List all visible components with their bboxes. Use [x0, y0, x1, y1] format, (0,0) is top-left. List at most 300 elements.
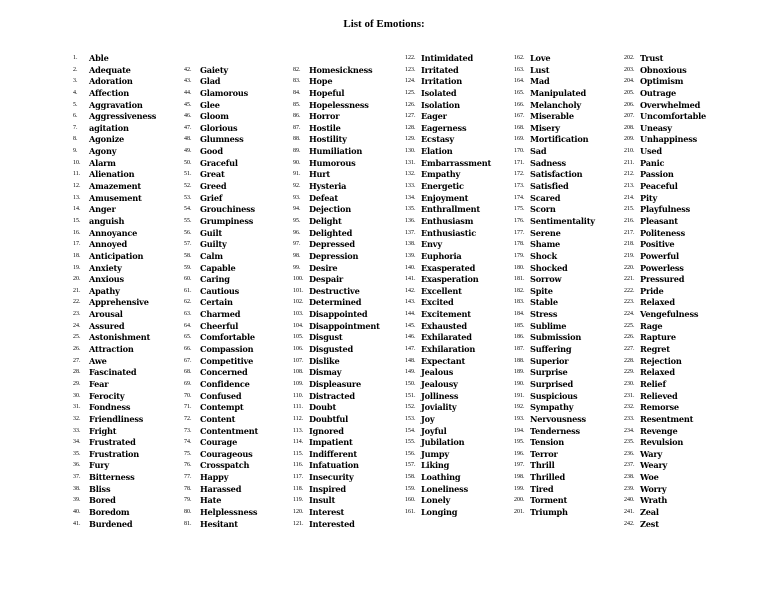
list-item [624, 472, 706, 484]
item-number: 83. [293, 78, 301, 85]
emotion-word: Assured [89, 320, 125, 331]
list-item [184, 286, 258, 298]
list-item [293, 495, 380, 507]
list-item [184, 495, 258, 507]
emotion-word: Exhilarated [421, 332, 472, 343]
item-number: 191. [514, 392, 525, 399]
emotion-word: Sadness [530, 157, 566, 168]
item-number: 223. [624, 299, 635, 306]
list-item [73, 158, 156, 170]
emotion-word: Confidence [200, 378, 250, 389]
list-item [405, 484, 491, 496]
emotion-word: Rapture [640, 332, 676, 343]
list-item [514, 391, 595, 403]
item-number: 90. [293, 159, 301, 166]
item-number: 207. [624, 113, 635, 120]
item-number: 201. [514, 508, 525, 515]
emotion-word: Doubt [309, 402, 337, 413]
emotion-word: Confused [200, 390, 242, 401]
item-number: 54. [184, 206, 192, 213]
list-item [624, 251, 706, 263]
item-number: 138. [405, 241, 416, 248]
emotion-word: Dislike [309, 355, 340, 366]
item-number: 68. [184, 369, 192, 376]
emotion-word: Lust [530, 64, 550, 75]
item-number: 5. [73, 101, 78, 108]
emotion-word: Overwhelmed [640, 99, 701, 110]
emotion-word: Jubilation [421, 437, 465, 448]
emotion-word: Pity [640, 192, 658, 203]
item-number: 193. [514, 415, 525, 422]
emotion-word: Envy [421, 239, 442, 250]
emotion-word: Isolated [421, 87, 457, 98]
list-item [293, 76, 380, 88]
item-number: 167. [514, 113, 525, 120]
item-number: 209. [624, 136, 635, 143]
item-number: 116. [293, 462, 304, 469]
item-number: 59. [184, 264, 192, 271]
item-number: 35. [73, 450, 81, 457]
emotion-word: Jealous [421, 367, 454, 378]
item-number: 27. [73, 357, 81, 364]
emotion-word: Grouchiness [200, 204, 255, 215]
list-item [73, 65, 156, 77]
list-item [624, 146, 706, 158]
item-number: 76. [184, 462, 192, 469]
item-number: 108. [293, 369, 304, 376]
list-item [184, 239, 258, 251]
list-item [293, 146, 380, 158]
list-item [514, 379, 595, 391]
list-item [624, 297, 706, 309]
item-number: 66. [184, 346, 192, 353]
item-number: 67. [184, 357, 192, 364]
list-item [293, 158, 380, 170]
list-item [184, 88, 258, 100]
emotion-word: Infatuation [309, 460, 359, 471]
emotion-column-6 [624, 53, 706, 530]
list-item [405, 146, 491, 158]
emotion-word: Content [200, 413, 236, 424]
item-number: 112. [293, 415, 304, 422]
list-item [624, 76, 706, 88]
emotion-word: Jolliness [421, 390, 459, 401]
item-number: 96. [293, 229, 301, 236]
list-item [624, 53, 706, 65]
item-number: 179. [514, 252, 525, 259]
emotion-word: Able [89, 53, 109, 63]
emotion-word: Intimidated [421, 53, 473, 63]
list-item [624, 239, 706, 251]
list-item [293, 204, 380, 216]
emotion-word: Resentment [640, 413, 694, 424]
emotion-word: Excellent [421, 285, 462, 296]
list-item [184, 65, 258, 77]
list-item [73, 123, 156, 135]
emotion-word: Scorn [530, 204, 556, 215]
emotion-word: Frustrated [89, 437, 136, 448]
item-number: 132. [405, 171, 416, 178]
emotion-word: Anxiety [89, 262, 122, 273]
item-number: 242. [624, 520, 635, 527]
list-item [184, 321, 258, 333]
emotion-word: Determined [309, 297, 362, 308]
emotion-word: Embarrassment [421, 157, 492, 168]
emotion-word: Powerful [640, 250, 679, 261]
emotion-word: Worry [640, 483, 667, 494]
list-item [293, 472, 380, 484]
item-number: 100. [293, 276, 304, 283]
item-number: 12. [73, 183, 81, 190]
emotion-word: Loathing [421, 472, 461, 483]
list-item [514, 414, 595, 426]
emotion-word: Anger [89, 204, 116, 215]
list-item [184, 460, 258, 472]
emotion-word: Defeat [309, 192, 338, 203]
list-item [184, 146, 258, 158]
item-number: 136. [405, 217, 416, 224]
emotion-word: Exhilaration [421, 344, 476, 355]
emotion-word: Indifferent [309, 448, 357, 459]
emotion-word: Alarm [89, 157, 116, 168]
item-number: 53. [184, 194, 192, 201]
list-item [514, 321, 595, 333]
list-item [624, 391, 706, 403]
item-number: 103. [293, 311, 304, 318]
emotion-word: Annoyance [89, 227, 138, 238]
list-item [514, 251, 595, 263]
list-item [514, 495, 595, 507]
list-item [405, 507, 491, 519]
list-item [405, 437, 491, 449]
item-number: 52. [184, 183, 192, 190]
emotion-word: Homesickness [309, 64, 373, 75]
list-item [73, 286, 156, 298]
list-item [514, 449, 595, 461]
item-number: 162. [514, 55, 525, 61]
emotion-word: Used [640, 146, 662, 157]
list-item [405, 344, 491, 356]
item-number: 22. [73, 299, 81, 306]
item-number: 232. [624, 404, 635, 411]
item-number: 110. [293, 392, 304, 399]
emotion-word: Exhausted [421, 320, 467, 331]
emotion-word: Cautious [200, 285, 240, 296]
list-item [293, 460, 380, 472]
item-number: 55. [184, 217, 192, 224]
item-number: 117. [293, 474, 304, 481]
list-item [514, 216, 595, 228]
item-number: 169. [514, 136, 525, 143]
list-item [293, 169, 380, 181]
list-item [405, 263, 491, 275]
item-number: 17. [73, 241, 81, 248]
item-number: 36. [73, 462, 81, 469]
item-number: 202. [624, 55, 635, 61]
emotion-word: Awe [89, 355, 107, 366]
emotion-word: Friendliness [89, 413, 144, 424]
item-number: 107. [293, 357, 304, 364]
emotion-word: Pressured [640, 274, 685, 285]
item-number: 6. [73, 113, 78, 120]
emotion-word: Helplessness [200, 506, 258, 517]
list-item [514, 181, 595, 193]
list-item [73, 228, 156, 240]
emotion-word: Great [200, 169, 225, 180]
item-number: 1. [73, 55, 78, 61]
item-number: 29. [73, 380, 81, 387]
emotion-word: Displeasure [309, 378, 362, 389]
emotion-word: Ignored [309, 425, 344, 436]
item-number: 166. [514, 101, 525, 108]
list-item [293, 134, 380, 146]
list-item [405, 228, 491, 240]
emotion-word: Glorious [200, 122, 238, 133]
list-item [624, 449, 706, 461]
list-item [624, 274, 706, 286]
item-number: 47. [184, 124, 192, 131]
item-number: 203. [624, 66, 635, 73]
item-number: 190. [514, 380, 525, 387]
emotion-word: Hostility [309, 134, 347, 145]
emotion-word: Impatient [309, 437, 353, 448]
list-item [405, 379, 491, 391]
item-number: 94. [293, 206, 301, 213]
list-item [293, 228, 380, 240]
list-item [73, 309, 156, 321]
item-number: 25. [73, 334, 81, 341]
emotion-word: Wary [640, 448, 663, 459]
emotion-word: Graceful [200, 157, 238, 168]
list-item [73, 460, 156, 472]
emotion-word: Jealousy [421, 378, 458, 389]
item-number: 15. [73, 217, 81, 224]
list-item [514, 286, 595, 298]
list-item [73, 344, 156, 356]
list-item [73, 402, 156, 414]
item-number: 240. [624, 497, 635, 504]
list-item [184, 193, 258, 205]
emotion-word: Destructive [309, 285, 360, 296]
list-item [73, 297, 156, 309]
emotion-word: Fright [89, 425, 117, 436]
list-item [405, 449, 491, 461]
list-item [73, 204, 156, 216]
list-item [405, 158, 491, 170]
item-number: 91. [293, 171, 301, 178]
emotion-word: Glumness [200, 134, 244, 145]
item-number: 86. [293, 113, 301, 120]
item-number: 173. [514, 183, 525, 190]
list-item [184, 484, 258, 496]
item-number: 98. [293, 252, 301, 259]
emotion-word: Pleasant [640, 215, 678, 226]
emotion-word: Boredom [89, 506, 130, 517]
item-number: 119. [293, 497, 304, 504]
emotion-word: Mad [530, 76, 550, 87]
list-item [73, 100, 156, 112]
emotion-word: Disgust [309, 332, 343, 343]
item-number: 60. [184, 276, 192, 283]
list-item [405, 134, 491, 146]
item-number: 160. [405, 497, 416, 504]
list-item [624, 181, 706, 193]
emotion-word: Enjoyment [421, 192, 469, 203]
list-item [514, 507, 595, 519]
list-item [184, 216, 258, 228]
item-number: 146. [405, 334, 416, 341]
emotion-word: Alienation [89, 169, 135, 180]
list-item [184, 391, 258, 403]
emotion-word: Sad [530, 146, 547, 157]
emotion-word: Peaceful [640, 181, 678, 192]
item-number: 133. [405, 183, 416, 190]
item-number: 192. [514, 404, 525, 411]
item-number: 231. [624, 392, 635, 399]
item-number: 63. [184, 311, 192, 318]
emotion-word: Enthusiastic [421, 227, 476, 238]
emotion-word: Cheerful [200, 320, 239, 331]
item-number: 111. [293, 404, 304, 411]
item-number: 234. [624, 427, 635, 434]
emotion-word: Mortification [530, 134, 589, 145]
list-item [514, 437, 595, 449]
item-number: 113. [293, 427, 304, 434]
list-item [184, 204, 258, 216]
emotion-word: Panic [640, 157, 665, 168]
emotion-word: Caring [200, 274, 230, 285]
list-item [405, 297, 491, 309]
item-number: 85. [293, 101, 301, 108]
list-item [514, 228, 595, 240]
emotion-word: Hopeful [309, 87, 345, 98]
emotion-word: Enthrallment [421, 204, 480, 215]
emotion-word: Ferocity [89, 390, 125, 401]
emotion-word: Dismay [309, 367, 342, 378]
item-number: 71. [184, 404, 192, 411]
emotion-word: Playfulness [640, 204, 691, 215]
list-item [514, 65, 595, 77]
emotion-word: Hate [200, 495, 222, 506]
item-number: 95. [293, 217, 301, 224]
item-number: 150. [405, 380, 416, 387]
list-item [184, 263, 258, 275]
list-item [293, 263, 380, 275]
item-number: 61. [184, 287, 192, 294]
list-item [514, 239, 595, 251]
list-item [405, 239, 491, 251]
list-item [624, 519, 706, 531]
item-number: 194. [514, 427, 525, 434]
emotion-word: Excited [421, 297, 454, 308]
emotion-word: Glee [200, 99, 220, 110]
list-item [184, 100, 258, 112]
list-item [514, 332, 595, 344]
item-number: 65. [184, 334, 192, 341]
list-item [73, 367, 156, 379]
emotion-word: Optimism [640, 76, 684, 87]
list-item [293, 251, 380, 263]
item-number: 45. [184, 101, 192, 108]
list-item [624, 321, 706, 333]
emotion-word: Attraction [89, 344, 134, 355]
emotion-word: Disappointment [309, 320, 380, 331]
page-title: List of Emotions: [343, 18, 425, 30]
emotion-word: Crosspatch [200, 460, 250, 471]
list-item [624, 402, 706, 414]
list-item [184, 437, 258, 449]
emotion-column-3 [293, 65, 380, 531]
list-item [73, 53, 156, 65]
emotion-word: Shock [530, 250, 557, 261]
emotion-word: Amazement [89, 181, 141, 192]
emotion-word: Satisfied [530, 181, 569, 192]
emotion-word: Thrilled [530, 472, 566, 483]
item-number: 182. [514, 287, 525, 294]
list-item [293, 286, 380, 298]
list-item [405, 204, 491, 216]
item-number: 217. [624, 229, 635, 236]
item-number: 141. [405, 276, 416, 283]
emotion-word: Eagerness [421, 122, 467, 133]
list-item [514, 356, 595, 368]
item-number: 11. [73, 171, 81, 178]
emotion-word: Apathy [89, 285, 120, 296]
list-item [73, 88, 156, 100]
list-item [293, 426, 380, 438]
emotion-word: Glamorous [200, 87, 249, 98]
emotion-word: Sorrow [530, 274, 562, 285]
emotion-word: Inspired [309, 483, 346, 494]
item-number: 73. [184, 427, 192, 434]
list-item [624, 123, 706, 135]
item-number: 177. [514, 229, 525, 236]
emotion-word: Certain [200, 297, 233, 308]
list-item [405, 251, 491, 263]
list-item [405, 53, 491, 65]
list-item [514, 76, 595, 88]
list-item [73, 472, 156, 484]
item-number: 58. [184, 252, 192, 259]
list-item [405, 367, 491, 379]
item-number: 145. [405, 322, 416, 329]
emotion-word: Powerless [640, 262, 684, 273]
list-item [514, 88, 595, 100]
item-number: 89. [293, 148, 301, 155]
list-item [73, 76, 156, 88]
item-number: 172. [514, 171, 525, 178]
list-item [184, 519, 258, 531]
emotion-column-1 [73, 53, 156, 530]
item-number: 219. [624, 252, 635, 259]
emotion-word: Surprise [530, 367, 568, 378]
emotion-word: Depressed [309, 239, 355, 250]
list-item [73, 484, 156, 496]
item-number: 158. [405, 474, 416, 481]
list-item [73, 239, 156, 251]
emotion-word: Joviality [421, 402, 457, 413]
item-number: 236. [624, 450, 635, 457]
list-item [293, 379, 380, 391]
emotion-word: Adoration [89, 76, 133, 87]
list-item [293, 100, 380, 112]
emotion-word: Tired [530, 483, 554, 494]
list-item [73, 332, 156, 344]
list-item [293, 414, 380, 426]
item-number: 225. [624, 322, 635, 329]
list-item [405, 76, 491, 88]
item-number: 142. [405, 287, 416, 294]
